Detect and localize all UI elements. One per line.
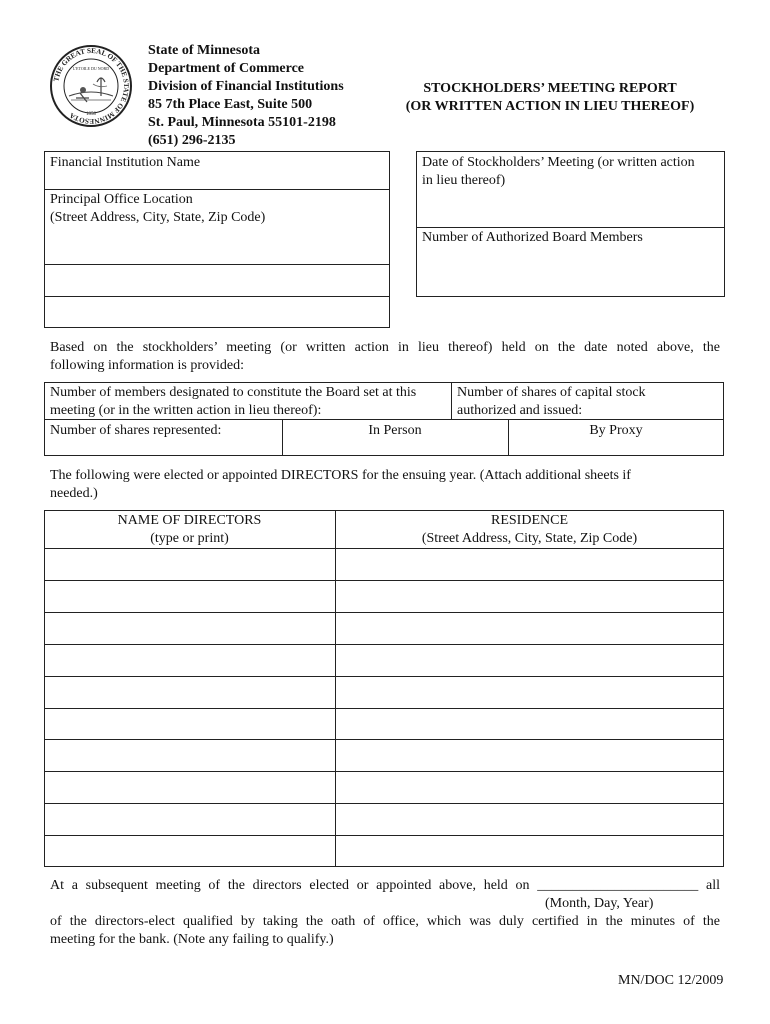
director-residence-field[interactable] — [338, 551, 721, 577]
in-person-label: In Person — [368, 423, 422, 438]
address-line: State of Minnesota — [148, 43, 260, 58]
by-proxy-label: By Proxy — [589, 423, 643, 438]
shares-in-person-field[interactable] — [285, 422, 505, 454]
closing-line1: At a subsequent meeting of the directors elected or appointed above, held on _______________________ all — [50, 878, 720, 893]
director-name-field[interactable] — [47, 647, 332, 673]
director-name-field[interactable] — [47, 551, 332, 577]
director-residence-field[interactable] — [338, 838, 721, 864]
subsequent-meeting-date-field[interactable] — [458, 878, 694, 894]
directors-residence-header-line2: (Street Address, City, State, Zip Code) — [421, 531, 638, 546]
director-name-field[interactable] — [47, 615, 332, 641]
board-members-designated-label-line2: meeting (or in the written action in lieu thereof): — [50, 403, 322, 418]
director-residence-field[interactable] — [338, 679, 721, 705]
board-members-designated-label — [50, 384, 416, 420]
capital-stock-shares-label-line2: authorized and issued: — [457, 403, 583, 418]
address-line: Department of Commerce — [148, 61, 305, 76]
director-name-field[interactable] — [47, 838, 332, 864]
table-row-divider — [44, 835, 724, 836]
minnesota-state-seal — [49, 44, 133, 128]
directors-name-header-line1: NAME OF DIRECTORS — [117, 513, 262, 528]
svg-text:1858: 1858 — [86, 112, 96, 117]
capital-stock-shares-label-line1: Number of shares of capital stock — [457, 385, 646, 400]
directors-name-header — [44, 512, 335, 548]
principal-office-label-line2: (Street Address, City, State, Zip Code) — [50, 210, 266, 225]
institution-name-field[interactable] — [48, 170, 386, 186]
director-name-field[interactable] — [47, 679, 332, 705]
directors-intro-line2: needed.) — [50, 486, 98, 501]
board-members-designated-label-line1: Number of members designated to constitute the Board set at this — [50, 385, 417, 400]
shares-by-proxy-field[interactable] — [511, 422, 721, 454]
director-name-field[interactable] — [47, 583, 332, 609]
director-residence-field[interactable] — [338, 615, 721, 641]
report-title — [380, 80, 720, 116]
form-id: MN/DOC 12/2009 — [618, 973, 724, 988]
principal-office-field-line3[interactable] — [48, 299, 386, 326]
director-residence-field[interactable] — [338, 647, 721, 673]
table-row-divider — [44, 676, 724, 677]
meeting-date-label-line2: in lieu thereof) — [422, 173, 506, 188]
table-row-divider — [44, 803, 724, 804]
director-residence-field[interactable] — [338, 742, 721, 768]
institution-name-label: Financial Institution Name — [50, 155, 201, 170]
table-row-divider — [44, 739, 724, 740]
closing-line4: meeting for the bank. (Note any failing to qualify.) — [50, 932, 334, 947]
intro-paragraph-line2: following information is provided: — [50, 358, 245, 373]
address-line: (651) 296-2135 — [148, 133, 236, 148]
principal-office-label — [50, 191, 265, 227]
report-title-line1: STOCKHOLDERS’ MEETING REPORT — [423, 81, 677, 96]
director-residence-field[interactable] — [338, 774, 721, 800]
table-row-divider — [44, 708, 724, 709]
svg-text:L'ETOILE DU NORD: L'ETOILE DU NORD — [72, 66, 110, 71]
director-name-field[interactable] — [47, 711, 332, 737]
director-name-field[interactable] — [47, 742, 332, 768]
capital-stock-shares-label — [457, 384, 646, 420]
meeting-date-label — [422, 154, 695, 190]
directors-intro-line1: The following were elected or appointed DIRECTORS for the ensuing year. (Attach additional sheets if — [50, 468, 631, 483]
table-row-divider — [44, 580, 724, 581]
principal-office-label-line1: Principal Office Location — [50, 192, 193, 207]
intro-paragraph-line1: Based on the stockholders’ meeting (or written action in lieu thereof) held on the date noted above, the — [50, 340, 720, 355]
shares-represented-label: Number of shares represented: — [50, 423, 222, 438]
meeting-date-field[interactable] — [420, 192, 720, 224]
address-line: Division of Financial Institutions — [148, 79, 344, 94]
director-name-field[interactable] — [47, 806, 332, 832]
authorized-board-members-label: Number of Authorized Board Members — [422, 230, 643, 245]
director-residence-field[interactable] — [338, 711, 721, 737]
address-line: 85 7th Place East, Suite 500 — [148, 97, 313, 112]
director-residence-field[interactable] — [338, 806, 721, 832]
meeting-date-label-line1: Date of Stockholders’ Meeting (or written action — [422, 155, 695, 170]
table-row-divider — [44, 548, 724, 549]
intro-paragraph — [50, 339, 720, 375]
address-line: St. Paul, Minnesota 55101-2198 — [148, 115, 336, 130]
table-row-divider — [44, 612, 724, 613]
agency-address-block — [148, 42, 344, 150]
principal-office-field[interactable] — [48, 229, 386, 261]
table-row-divider — [44, 771, 724, 772]
month-day-year-caption: (Month, Day, Year) — [545, 896, 654, 911]
authorized-board-members-field[interactable] — [420, 250, 720, 294]
report-title-line2: (OR WRITTEN ACTION IN LIEU THEREOF) — [405, 99, 695, 114]
director-residence-field[interactable] — [338, 583, 721, 609]
table-row-divider — [44, 644, 724, 645]
directors-residence-header — [335, 512, 724, 548]
directors-intro — [50, 467, 722, 503]
svg-text:THE GREAT SEAL OF THE STATE OF: THE GREAT SEAL OF THE STATE OF MINNESOTA — [52, 46, 131, 126]
closing-line3: of the directors-elect qualified by taking the oath of office, which was duly certified in the minutes of the — [50, 914, 720, 929]
director-name-field[interactable] — [47, 774, 332, 800]
directors-name-header-line2: (type or print) — [150, 531, 229, 546]
directors-residence-header-line1: RESIDENCE — [491, 513, 568, 528]
principal-office-field-line2[interactable] — [48, 267, 386, 294]
